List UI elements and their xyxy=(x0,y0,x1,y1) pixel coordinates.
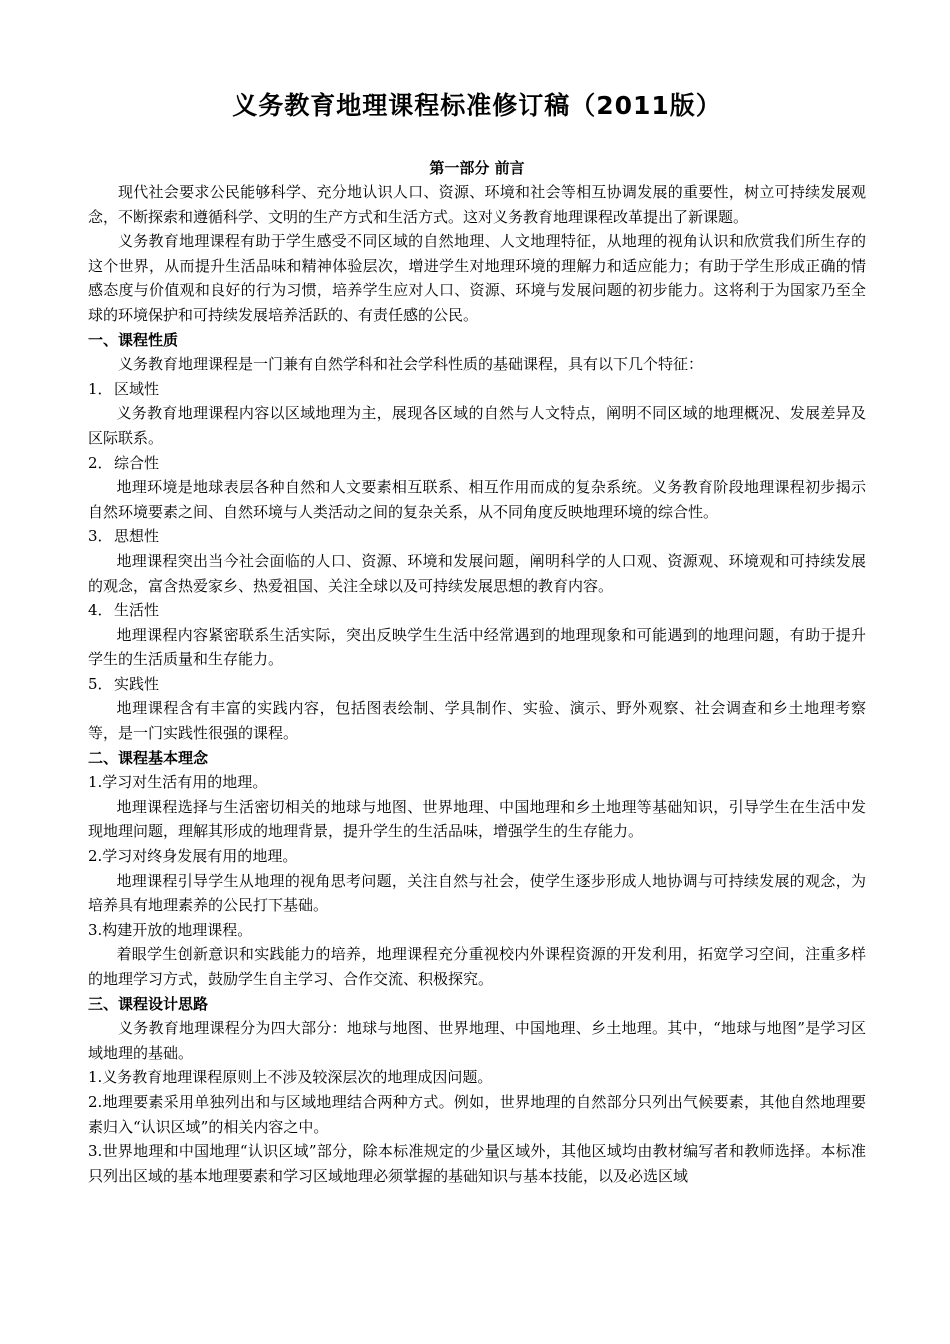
document-title: 义务教育地理课程标准修订稿（2011版） xyxy=(232,91,722,120)
section-intro: 义务教育地理课程是一门兼有自然学科和社会学科性质的基础课程，具有以下几个特征： xyxy=(118,355,704,374)
item-number: 5． xyxy=(88,674,113,693)
part-title: 第一部分 前言 xyxy=(429,159,525,177)
principle-text: 地理课程选择与生活密切相关的地球与地图、世界地理、中国地理和乡土地理等基础知识，引导学生在生活中发现地理问题，理解其形成的地理背景，提升学生的生活品味，增强学生的生存能力。 xyxy=(88,797,866,841)
item-label: 生活性 xyxy=(114,601,160,620)
principle-label: 2.学习对终身发展有用的地理。 xyxy=(88,847,298,866)
item-number: 4． xyxy=(88,601,113,620)
item-text: 地理课程突出当今社会面临的人口、资源、环境和发展问题，阐明科学的人口观、资源观、环境观和可持续发展的观念，富含热爱家乡、热爱祖国、关注全球以及可持续发展思想的教育内容。 xyxy=(88,551,866,595)
principle-label: 1.学习对生活有用的地理。 xyxy=(88,773,268,792)
paragraph: 义务教育地理课程有助于学生感受不同区域的自然地理、人文地理特征，从地理的视角认识和欣赏我们所生存的这个世界，从而提升生活品味和精神体验层次，增进学生对地理环境的理解力和适应能力；有助于学生形成正确的情感态度与价值观和良好的行为习惯，培养学生应对人口、资源、环境与发展问题的初步能力。这将利于为国家乃至全球的环境保护和可持续发展培养活跃的、有责任感的公民。 xyxy=(88,232,866,324)
item-text: 地理课程内容紧密联系生活实际，突出反映学生生活中经常遇到的地理现象和可能遇到的地理问题，有助于提升学生的生活质量和生存能力。 xyxy=(88,625,866,669)
item-number: 1． xyxy=(88,379,113,398)
principle-text: 地理课程引导学生从地理的视角思考问题，关注自然与社会，使学生逐步形成人地协调与可持续发展的观念，为培养具有地理素养的公民打下基础。 xyxy=(88,871,866,915)
list-item-label xyxy=(88,451,866,476)
list-item-label xyxy=(88,598,866,623)
list-item-label xyxy=(88,524,866,549)
section-heading: 一、课程性质 xyxy=(88,330,179,349)
paragraph: 现代社会要求公民能够科学、充分地认识人口、资源、环境和社会等相互协调发展的重要性，树立可持续发展观念，不断探索和遵循科学、文明的生产方式和生活方式。这对义务教育地理课程改革提出了新课题。 xyxy=(88,183,866,226)
list-item-label xyxy=(88,672,866,697)
design-point: 2.地理要素采用单独列出和与区域地理结合两种方式。例如，世界地理的自然部分只列出气候要素，其他自然地理要素归入“认识区域”的相关内容之中。 xyxy=(88,1092,866,1136)
design-point: 3.世界地理和中国地理“认识区域”部分，除本标准规定的少量区域外，其他区域均由教材编写者和教师选择。本标准只列出区域的基本地理要素和学习区域地理必须掌握的基础知识与基本技能，以及必选区域 xyxy=(88,1142,866,1185)
item-label: 综合性 xyxy=(114,453,160,472)
list-item-label xyxy=(88,377,866,402)
section-heading: 二、课程基本理念 xyxy=(88,748,209,767)
section-intro: 义务教育地理课程分为四大部分：地球与地图、世界地理、中国地理、乡土地理。其中，“地球与地图”是学习区域地理的基础。 xyxy=(88,1019,866,1062)
item-label: 区域性 xyxy=(114,379,160,398)
item-label: 实践性 xyxy=(114,674,160,693)
design-point: 1.义务教育地理课程原则上不涉及较深层次的地理成因问题。 xyxy=(88,1068,493,1087)
principle-text: 着眼学生创新意识和实践能力的培养，地理课程充分重视校内外课程资源的开发利用，拓宽学习空间，注重多样的地理学习方式，鼓励学生自主学习、合作交流、积极探究。 xyxy=(88,945,866,988)
item-text: 地理环境是地球表层各种自然和人文要素相互联系、相互作用而成的复杂系统。义务教育阶段地理课程初步揭示自然环境要素之间、自然环境与人类活动之间的复杂关系，从不同角度反映地理环境的综合性。 xyxy=(88,478,866,521)
principle-label: 3.构建开放的地理课程。 xyxy=(88,920,253,939)
item-text: 义务教育地理课程内容以区域地理为主，展现各区域的自然与人文特点，阐明不同区域的地理概况、发展差异及区际联系。 xyxy=(88,404,866,447)
item-label: 思想性 xyxy=(114,527,160,546)
section-heading: 三、课程设计思路 xyxy=(88,994,209,1013)
item-number: 2． xyxy=(88,453,113,472)
item-number: 3． xyxy=(88,527,113,546)
item-text: 地理课程含有丰富的实践内容，包括图表绘制、学具制作、实验、演示、野外观察、社会调查和乡土地理考察等，是一门实践性很强的课程。 xyxy=(88,699,866,743)
